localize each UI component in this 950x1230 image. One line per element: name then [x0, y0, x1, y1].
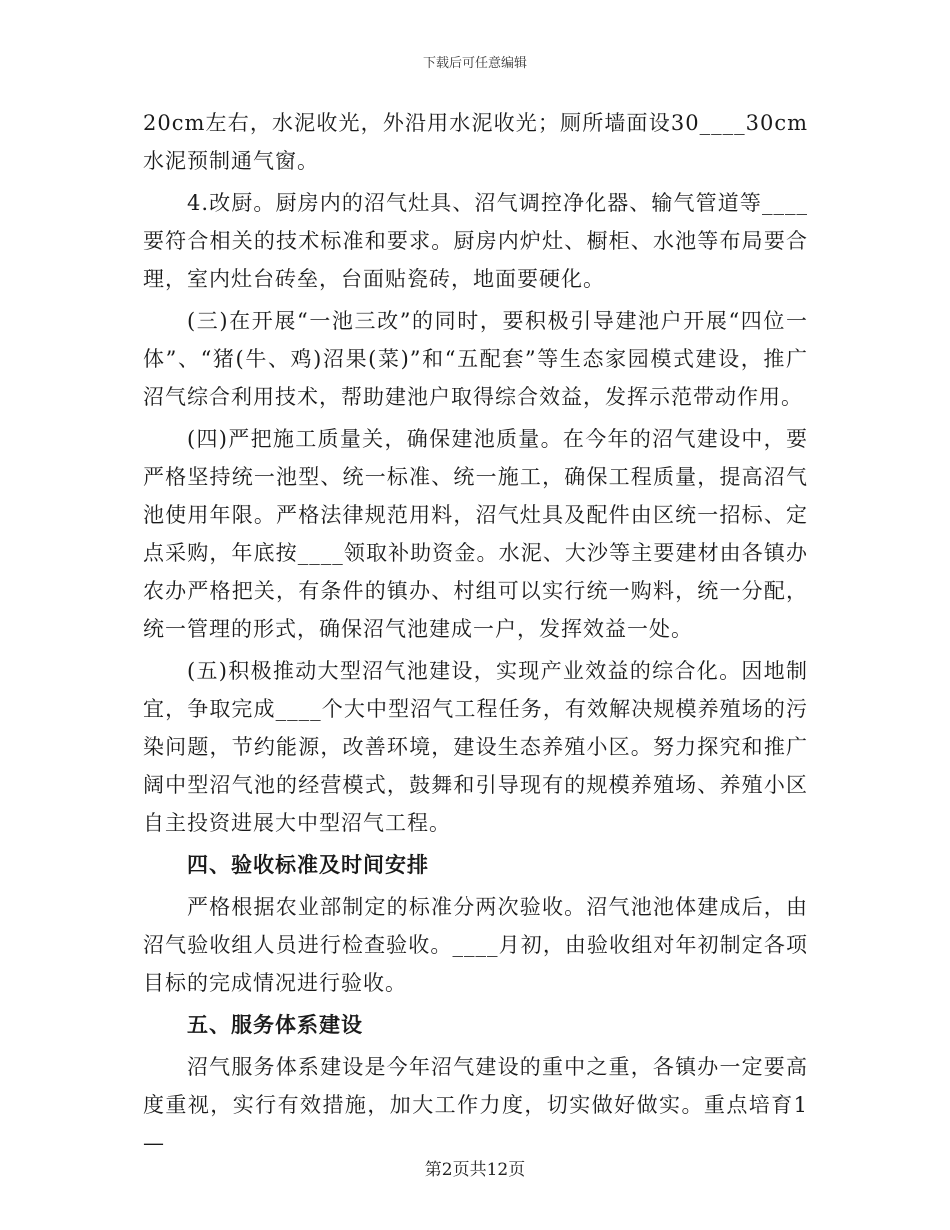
- paragraph-item-5: (五)积极推动大型沼气池建设，实现产业效益的综合化。因地制宜，争取完成____个大中型沼气工程任务，有效解决规模养殖场的污染问题，节约能源，改善环境，建设生态养殖小区。努力探究和推广阔中型沼气池的经营模式，鼓舞和引导现有的规模养殖场、养殖小区自主投资进展大中型沼气工程。: [143, 659, 808, 835]
- document-body: [143, 104, 808, 1166]
- paragraph-service-system: 沼气服务体系建设是今年沼气建设的重中之重，各镇办一定要高度重视，实行有效措施，加大工作力度，切实做好做实。重点培育1—: [143, 1055, 808, 1155]
- paragraph-kitchen: 4.改厨。厨房内的沼气灶具、沼气调控净化器、输气管道等____要符合相关的技术标准和要求。厨房内炉灶、橱柜、水池等布局要合理，室内灶台砖垒，台面贴瓷砖，地面要硬化。: [143, 191, 808, 291]
- section-heading-acceptance: 四、验收标准及时间安排: [187, 853, 429, 877]
- paragraph-continuation: 20cm左右，水泥收光，外沿用水泥收光；厕所墙面设30____30cm水泥预制通气窗。: [143, 111, 808, 173]
- paragraph-acceptance: 严格根据农业部制定的标准分两次验收。沼气池池体建成后，由沼气验收组人员进行检查验收。____月初，由验收组对年初制定各项目标的完成情况进行验收。: [143, 895, 808, 995]
- page-header: 下载后可任意编辑: [422, 56, 527, 71]
- paragraph-item-4: (四)严把施工质量关，确保建池质量。在今年的沼气建设中，要严格坚持统一池型、统一标准、统一施工，确保工程质量，提高沼气池使用年限。严格法律规范用料，沼气灶具及配件由区统一招标、定点采购，年底按____领取补助资金。水泥、大沙等主要建材由各镇办农办严格把关，有条件的镇办、村组可以实行统一购料，统一分配，统一管理的形式，确保沼气池建成一户，发挥效益一处。: [143, 427, 808, 641]
- paragraph-item-3: (三)在开展“一池三改”的同时，要积极引导建池户开展“四位一体”、“猪(牛、鸡)沼果(菜)”和“五配套”等生态家园模式建设，推广沼气综合利用技术，帮助建池户取得综合效益，发挥示范带动作用。: [143, 309, 808, 409]
- section-heading-service-system: 五、服务体系建设: [187, 1013, 363, 1037]
- page-number: 第2页共12页: [424, 1160, 526, 1180]
